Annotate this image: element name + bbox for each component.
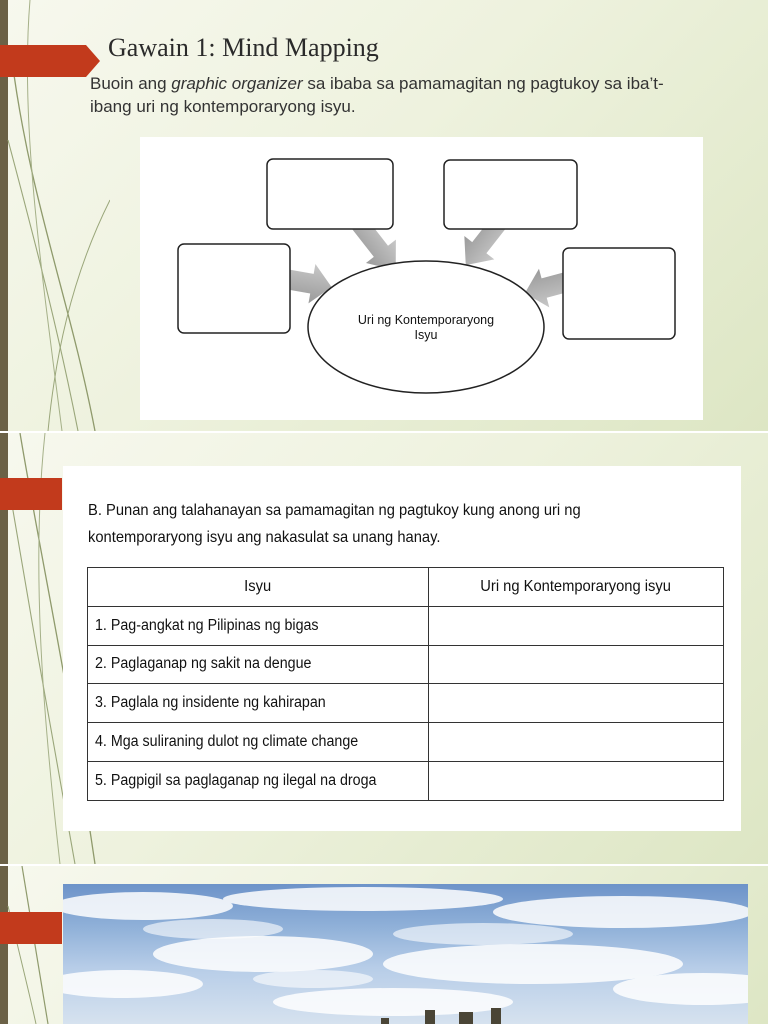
instruction-text: B. Punan ang talahanayan sa pamamagitan ng pagtukoy kung anong uri ng kontemporaryong isyu ang nakasulat sa unang hanay. (88, 502, 581, 546)
issue-cell: 3. Paglala ng insidente ng kahirapan (88, 684, 429, 723)
issue-cell: 2. Paglaganap ng sakit na dengue (88, 645, 429, 684)
intro-text: Buoin ang graphic organizer sa ibaba sa pamamagitan ng pagtukoy sa iba’t-ibang uri ng kontemporaryong isyu. (90, 74, 664, 116)
slide-marker (0, 478, 62, 510)
issue-cell: 4. Mga suliraning dulot ng climate change (88, 723, 429, 762)
empty-box-right (563, 248, 675, 339)
column-header-isyu: Isyu (88, 568, 429, 607)
answer-cell (429, 723, 724, 762)
empty-box-top-right (444, 160, 577, 229)
title-marker (0, 45, 100, 77)
cloud-scene-image (63, 884, 748, 1024)
slide-marker (0, 912, 62, 944)
answer-cell (429, 645, 724, 684)
slide-mind-mapping (0, 0, 768, 431)
issue-cell: 5. Pagpigil sa paglaganap ng ilegal na droga (88, 761, 429, 800)
empty-box-top-left (267, 159, 393, 229)
center-label-line2: Isyu (414, 328, 438, 342)
empty-box-left (178, 244, 290, 333)
table-row (88, 684, 724, 723)
answer-cell (429, 684, 724, 723)
slide-table-activity (0, 433, 768, 864)
table-row (88, 723, 724, 762)
slide-photo (0, 866, 768, 1024)
table-row (88, 606, 724, 645)
graphic-organizer (140, 137, 703, 420)
sky-photo (63, 884, 748, 1024)
center-label-line1: Uri ng Kontemporaryong (357, 313, 495, 327)
issues-table (87, 567, 724, 801)
center-ellipse (308, 261, 544, 393)
column-header-uri: Uri ng Kontemporaryong isyu (429, 568, 724, 607)
answer-cell (429, 606, 724, 645)
answer-cell (429, 761, 724, 800)
table-header-row (88, 568, 724, 607)
table-row (88, 645, 724, 684)
slide-title: Gawain 1: Mind Mapping (108, 33, 379, 62)
issue-cell: 1. Pag-angkat ng Pilipinas ng bigas (88, 606, 429, 645)
table-row (88, 761, 724, 800)
content-card (63, 466, 741, 831)
